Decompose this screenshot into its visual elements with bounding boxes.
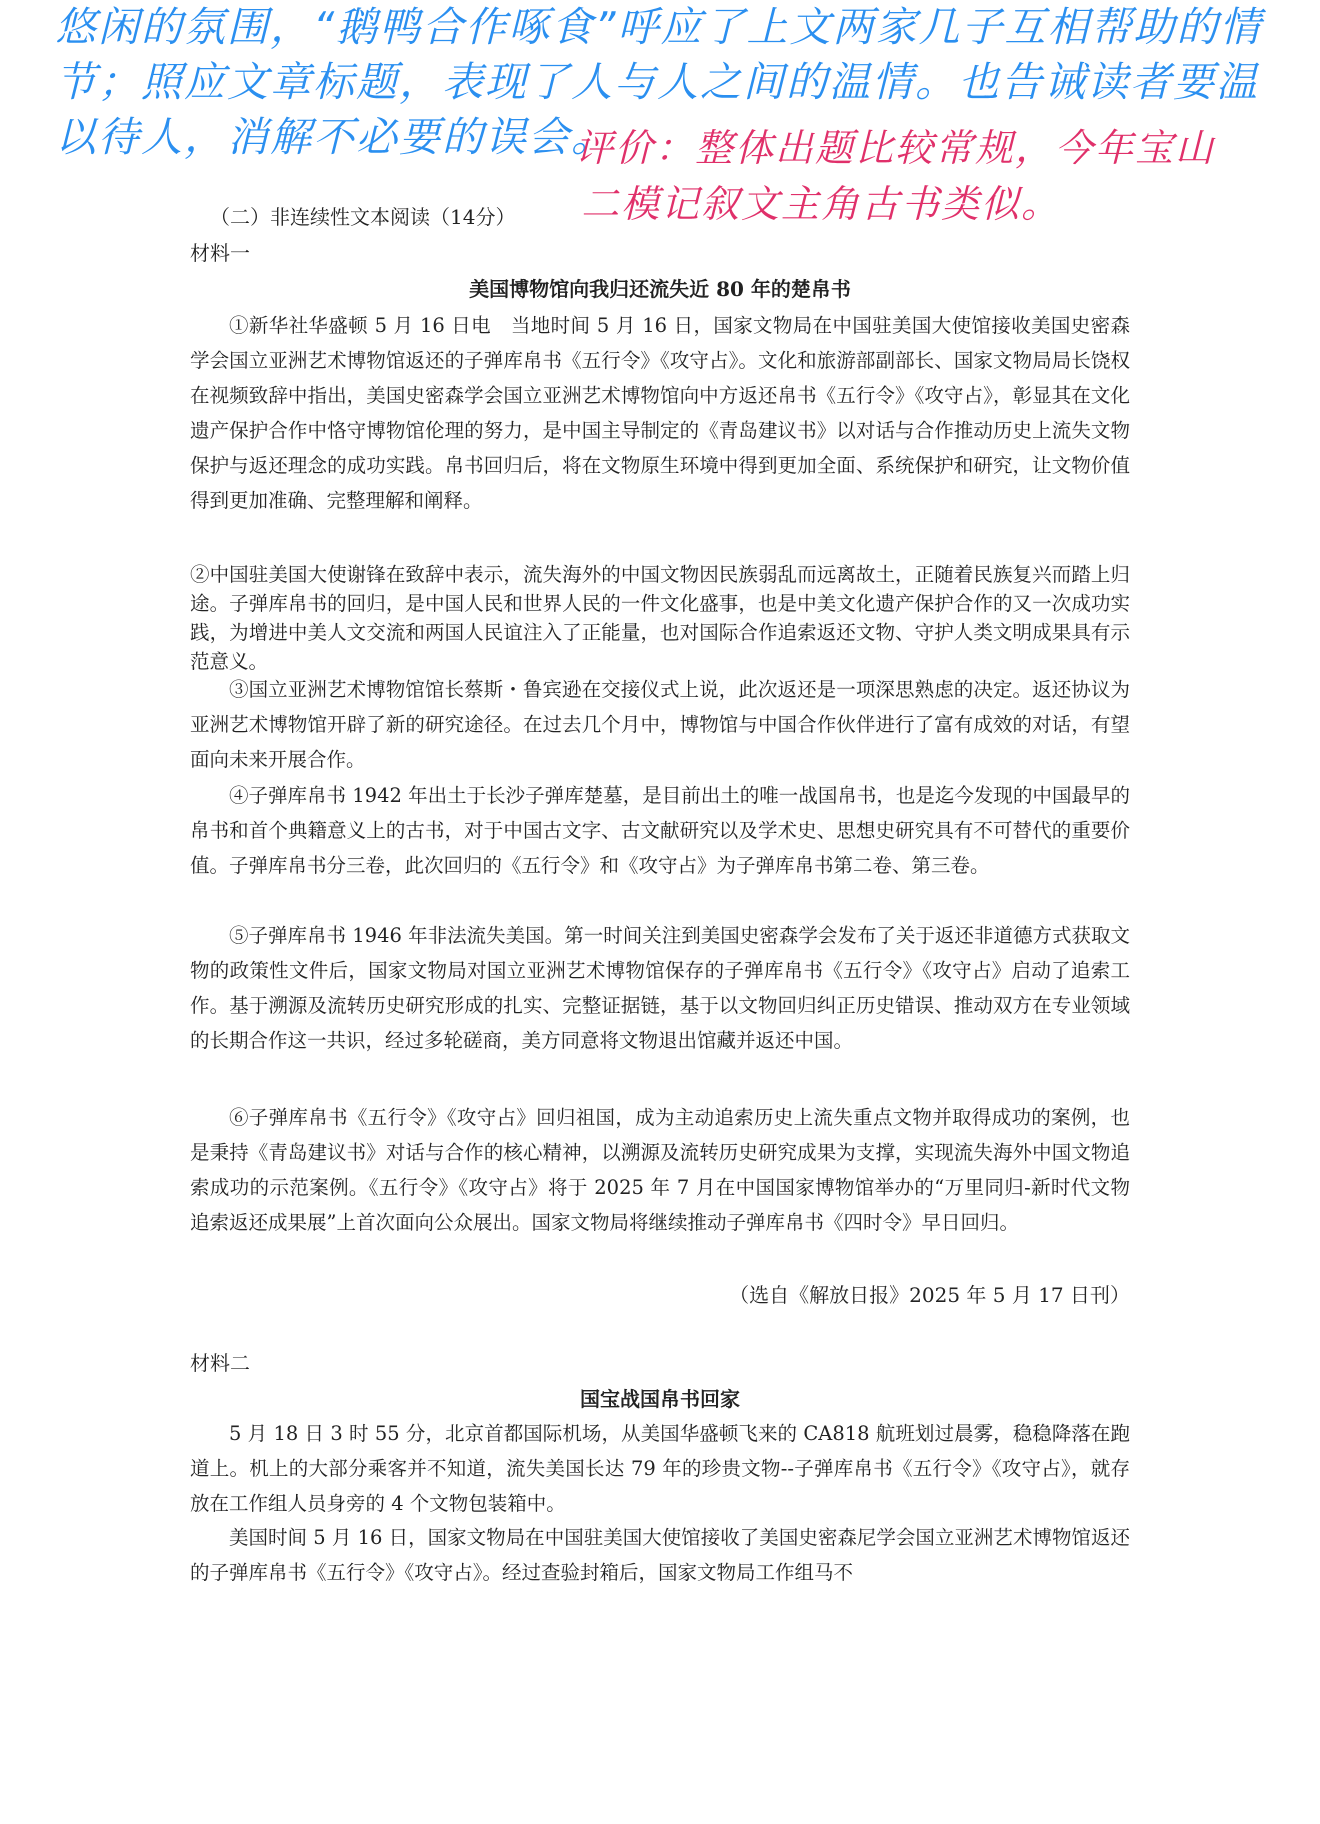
- material2-paragraph-2: 美国时间 5 月 16 日，国家文物局在中国驻美国大使馆接收了美国史密森尼学会国立亚洲艺术博物馆返还的子弹库帛书《五行令》《攻守占》。经过查验封箱后，国家文物局工作组马不: [190, 1526, 1130, 1584]
- section-title: （二）非连续性文本阅读（14分）: [210, 205, 516, 229]
- material1-paragraph-3: ③国立亚洲艺术博物馆馆长蔡斯・鲁宾逊在交接仪式上说，此次返还是一项深思熟虑的决定。返还协议为亚洲艺术博物馆开辟了新的研究途径。在过去几个月中，博物馆与中国合作伙伴进行了富有成效的对话，有望面向未来开展合作。: [190, 678, 1130, 771]
- material2-paragraph-1: 5 月 18 日 3 时 55 分，北京首都国际机场，从美国华盛顿飞来的 CA818 航班划过晨雾，稳稳降落在跑道上。机上的大部分乘客并不知道，流失美国长达 79 年的珍贵文物--子弹库帛书《五行令》《攻守占》，就存放在工作组人员身旁的 4 个文物包装箱中。: [190, 1422, 1130, 1515]
- material2-title: 国宝战国帛书回家: [580, 1387, 740, 1411]
- red-comment-line1: 评价：整体出题比较常规，今年宝山: [575, 126, 1216, 170]
- handwritten-comment-red: [575, 120, 1295, 232]
- blue-note-text: 悠闲的氛围，“鹅鸭合作啄食”呼应了上文两家几子互相帮助的情节；照应文章标题，表现了人与人之间的温情。也告诫读者要温以待人，消解不必要的误会。: [55, 3, 1263, 161]
- material1-paragraph-1: ①新华社华盛顿 5 月 16 日电 当地时间 5 月 16 日，国家文物局在中国驻美国大使馆接收美国史密森学会国立亚洲艺术博物馆返还的子弹库帛书《五行令》《攻守占》。文化和旅游部副部长、国家文物局局长饶权在视频致辞中指出，美国史密森学会国立亚洲艺术博物馆向中方返还帛书《五行令》《攻守占》，彰显其在文化遗产保护合作中恪守博物馆伦理的努力，是中国主导制定的《青岛建议书》以对话与合作推动历史上流失文物保护与返还理念的成功实践。帛书回归后，将在文物原生环境中得到更加全面、系统保护和研究，让文物价值得到更加准确、完整理解和阐释。: [190, 314, 1130, 512]
- material1-paragraph-2: ②中国驻美国大使谢锋在致辞中表示，流失海外的中国文物因民族弱乱而远离故土，正随着民族复兴而踏上归途。子弹库帛书的回归，是中国人民和世界人民的一件文化盛事，也是中美文化遗产保护合作的又一次成功实践，为增进中美人文交流和两国人民谊注入了正能量，也对国际合作追索返还文物、守护人类文明成果具有示范意义。: [190, 563, 1130, 673]
- red-comment-line2: 二模记叙文主角古书类似。: [581, 182, 1062, 226]
- material1-paragraph-5: ⑤子弹库帛书 1946 年非法流失美国。第一时间关注到美国史密森学会发布了关于返还非道德方式获取文物的政策性文件后，国家文物局对国立亚洲艺术博物馆保存的子弹库帛书《五行令》《攻守占》启动了追索工作。基于溯源及流转历史研究形成的扎实、完整证据链，基于以文物回归纠正历史错误、推动双方在专业领域的长期合作这一共识，经过多轮磋商，美方同意将文物退出馆藏并返还中国。: [190, 924, 1130, 1052]
- material1-paragraph-4: ④子弹库帛书 1942 年出土于长沙子弹库楚墓，是目前出土的唯一战国帛书，也是迄今发现的中国最早的帛书和首个典籍意义上的古书，对于中国古文字、古文献研究以及学术史、思想史研究具有不可替代的重要价值。子弹库帛书分三卷，此次回归的《五行令》和《攻守占》为子弹库帛书第二卷、第三卷。: [190, 784, 1130, 877]
- material1-source: （选自《解放日报》2025 年 5 月 17 日刊）: [729, 1283, 1130, 1307]
- material1-title: 美国博物馆向我归还流失近 80 年的楚帛书: [469, 277, 851, 301]
- material2-label: 材料二: [190, 1351, 250, 1375]
- material1-paragraph-6: ⑥子弹库帛书《五行令》《攻守占》回归祖国，成为主动追索历史上流失重点文物并取得成功的案例，也是秉持《青岛建议书》对话与合作的核心精神，以溯源及流转历史研究成果为支撑，实现流失海外中国文物追索成功的示范案例。《五行令》《攻守占》将于 2025 年 7 月在中国国家博物馆举办的“万里同归-新时代文物追索返还成果展”上首次面向公众展出。国家文物局将继续推动子弹库帛书《四时令》早日回归。: [190, 1106, 1130, 1234]
- material1-label: 材料一: [190, 241, 250, 265]
